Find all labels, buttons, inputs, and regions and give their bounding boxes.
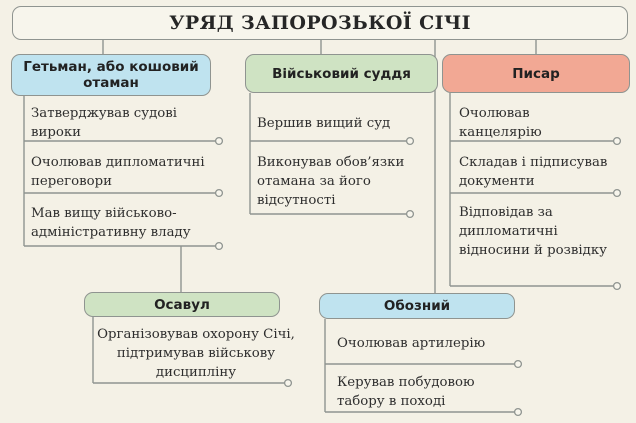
- judge-header: Військовий суддя: [245, 54, 438, 93]
- osavul-item-1: [96, 325, 296, 382]
- hetman-header: Гетьман, або кошовий отаман: [11, 54, 211, 96]
- oboznyi-item-2: [337, 373, 517, 411]
- judge-item-2-text: Виконував обов’язки отамана за його відсутності: [257, 155, 405, 208]
- osavul-item-1-text: Організовував охорону Січі, підтримував військову дисципліну: [97, 327, 295, 380]
- hetman-item-2: [31, 153, 236, 191]
- scribe-item-2: [459, 153, 629, 191]
- scribe-item-3: [459, 203, 609, 260]
- judge-item-1: [257, 114, 390, 133]
- oboznyi-header: Обозний: [319, 293, 515, 319]
- diagram-title: УРЯД ЗАПОРОЗЬКОЇ СІЧІ: [12, 6, 628, 40]
- scribe-item-2-text: Складав і підписував документи: [459, 155, 608, 189]
- hetman-item-2-text: Очолював дипломатичні переговори: [31, 155, 205, 189]
- scribe-header: Писар: [442, 54, 630, 93]
- scribe-item-1-text: Очолював канцелярію: [459, 106, 542, 140]
- scribe-item-1: [459, 104, 569, 142]
- oboznyi-item-2-text: Керував побудовою табору в поході: [337, 375, 475, 409]
- judge-item-1-text: Вершив вищий суд: [257, 116, 391, 131]
- hetman-item-1: [31, 104, 216, 142]
- hetman-item-1-text: Затверджував судові вироки: [31, 106, 178, 140]
- hetman-item-3-text: Мав вищу військово-адміністративну владу: [31, 206, 191, 240]
- hetman-item-3: [31, 204, 206, 242]
- osavul-header: Осавул: [84, 292, 280, 317]
- oboznyi-item-1: [337, 334, 485, 353]
- scribe-item-3-text: Відповідав за дипломатичні відносини й розвідку: [459, 205, 607, 258]
- oboznyi-item-1-text: Очолював артилерію: [337, 336, 486, 351]
- judge-item-2: [257, 153, 427, 210]
